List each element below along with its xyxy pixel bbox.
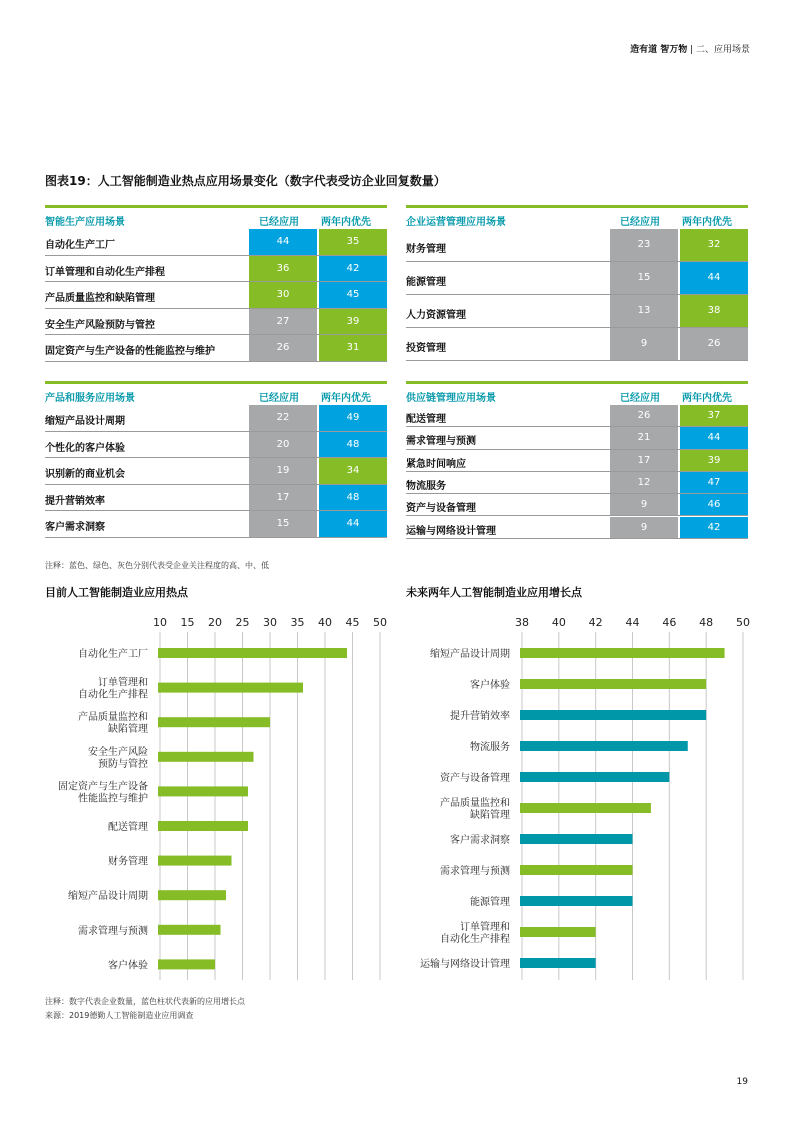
applied-count-cell: 9	[610, 494, 678, 515]
bar	[520, 803, 651, 813]
table-header-applied: 已经应用	[620, 393, 660, 404]
table-row	[406, 229, 748, 262]
table-header	[45, 205, 387, 230]
header-divider: |	[690, 45, 696, 55]
applied-count-cell: 9	[610, 517, 678, 538]
category-label: 性能监控与维护	[78, 793, 148, 805]
table-header-title: 供应链管理应用场景	[406, 393, 496, 404]
category-label: 产品质量监控和	[78, 712, 148, 724]
category-label: 客户体验	[470, 680, 510, 691]
table-row	[45, 335, 387, 362]
header-section: 二、应用场景	[695, 45, 750, 55]
bar	[520, 896, 633, 906]
table-header	[406, 381, 748, 406]
table-header-applied: 已经应用	[259, 217, 299, 228]
bar	[520, 927, 596, 937]
priority-count-cell: 47	[680, 472, 748, 493]
priority-count-cell: 44	[680, 427, 748, 448]
x-tick-label: 30	[263, 616, 277, 629]
category-label: 提升营销效率	[450, 711, 510, 722]
row-label: 固定资产与生产设备的性能监控与维护	[45, 346, 215, 358]
applied-count-cell: 17	[249, 485, 317, 511]
row-label: 紧急时间响应	[406, 458, 466, 470]
table-header	[45, 381, 387, 406]
bar	[520, 741, 688, 751]
table-row	[406, 472, 748, 494]
x-tick-label: 50	[373, 616, 387, 629]
category-label: 缺陷管理	[470, 810, 510, 821]
priority-count-cell: 42	[319, 256, 387, 282]
x-tick-label: 50	[736, 616, 750, 629]
priority-count-cell: 44	[319, 511, 387, 537]
priority-count-cell: 46	[680, 494, 748, 515]
table-row	[45, 256, 387, 283]
row-label: 财务管理	[406, 243, 446, 255]
x-tick-label: 40	[318, 616, 332, 629]
category-label: 产品质量监控和	[440, 798, 510, 809]
x-tick-label: 20	[208, 616, 222, 629]
running-header	[630, 42, 750, 55]
category-label: 缩短产品设计周期	[68, 891, 148, 903]
row-label: 自动化生产工厂	[45, 240, 115, 252]
row-label: 安全生产风险预防与管控	[45, 319, 155, 331]
applied-count-cell: 36	[249, 256, 317, 282]
page-number: 19	[736, 1077, 748, 1087]
priority-count-cell: 32	[680, 229, 748, 261]
category-label: 运输与网络设计管理	[420, 959, 510, 970]
row-label: 产品质量监控和缺陷管理	[45, 293, 155, 305]
x-tick-label: 15	[180, 616, 195, 629]
table-row	[406, 295, 748, 328]
table-row	[406, 517, 748, 539]
applied-count-cell: 27	[249, 309, 317, 335]
priority-count-cell: 39	[319, 309, 387, 335]
row-label: 客户需求洞察	[45, 522, 105, 534]
category-label: 缩短产品设计周期	[430, 649, 510, 660]
bar	[158, 786, 248, 796]
chart-current-hotspots	[40, 610, 390, 982]
priority-count-cell: 48	[319, 485, 387, 511]
table-row	[406, 405, 748, 427]
category-label: 订单管理和	[98, 677, 148, 689]
category-label: 能源管理	[470, 897, 510, 908]
table-row	[406, 494, 748, 516]
bar	[158, 821, 248, 831]
chart-future-growth	[400, 610, 750, 982]
applied-count-cell: 15	[610, 262, 678, 294]
row-label: 缩短产品设计周期	[45, 416, 125, 428]
applied-count-cell: 9	[610, 328, 678, 360]
x-tick-label: 40	[551, 616, 566, 629]
x-tick-label: 25	[235, 616, 250, 629]
x-tick-label: 44	[625, 616, 640, 629]
table-note: 注释：蓝色、绿色、灰色分别代表受企业关注程度的高、中、低	[45, 561, 269, 570]
table-row	[45, 282, 387, 309]
priority-count-cell: 31	[319, 335, 387, 361]
bar	[520, 772, 669, 782]
chart-note: 注释：数字代表企业数量，蓝色柱状代表新的应用增长点	[45, 997, 245, 1006]
table-row	[406, 328, 748, 361]
category-label: 需求管理与预测	[440, 866, 510, 877]
bar	[158, 683, 303, 693]
table-row	[406, 450, 748, 472]
table-header-priority: 两年内优先	[682, 217, 732, 228]
bar	[158, 959, 215, 969]
category-label: 自动化生产排程	[440, 934, 510, 945]
applied-count-cell: 20	[249, 432, 317, 458]
table-header-priority: 两年内优先	[321, 393, 371, 404]
table-row	[406, 262, 748, 295]
x-tick-label: 38	[515, 616, 529, 629]
priority-count-cell: 42	[680, 517, 748, 538]
row-label: 投资管理	[406, 342, 446, 354]
bar	[520, 710, 706, 720]
priority-count-cell: 26	[680, 328, 748, 360]
row-label: 能源管理	[406, 276, 446, 288]
row-label: 配送管理	[406, 414, 446, 426]
applied-count-cell: 17	[610, 450, 678, 471]
bar	[158, 856, 232, 866]
priority-count-cell: 39	[680, 450, 748, 471]
applied-count-cell: 26	[249, 335, 317, 361]
x-tick-label: 45	[345, 616, 360, 629]
category-label: 缺陷管理	[108, 724, 148, 736]
x-tick-label: 48	[699, 616, 714, 629]
category-label: 订单管理和	[460, 922, 510, 933]
priority-count-cell: 45	[319, 282, 387, 308]
table-header-title: 产品和服务应用场景	[45, 393, 135, 404]
applied-count-cell: 19	[249, 458, 317, 484]
category-label: 自动化生产工厂	[78, 649, 148, 660]
table-row	[45, 432, 387, 459]
row-label: 提升营销效率	[45, 495, 105, 507]
applied-count-cell: 13	[610, 295, 678, 327]
table-row	[45, 458, 387, 485]
x-tick-label: 10	[153, 616, 167, 629]
priority-count-cell: 37	[680, 405, 748, 426]
category-label: 物流服务	[470, 742, 510, 753]
category-label: 资产与设备管理	[440, 773, 510, 784]
table-row	[45, 511, 387, 538]
category-label: 安全生产风险	[88, 746, 148, 758]
row-label: 个性化的客户体验	[45, 442, 125, 454]
category-label: 预防与管控	[98, 758, 148, 770]
table-header-priority: 两年内优先	[321, 217, 371, 228]
category-label: 客户需求洞察	[450, 835, 510, 846]
table-header-applied: 已经应用	[259, 393, 299, 404]
table-row	[45, 309, 387, 336]
bar	[520, 958, 596, 968]
priority-count-cell: 44	[680, 262, 748, 294]
row-label: 资产与设备管理	[406, 503, 476, 515]
table-header-applied: 已经应用	[620, 217, 660, 228]
priority-count-cell: 49	[319, 405, 387, 431]
table-header	[406, 205, 748, 230]
row-label: 运输与网络设计管理	[406, 525, 496, 537]
priority-count-cell: 34	[319, 458, 387, 484]
bar	[520, 865, 633, 875]
x-tick-label: 35	[290, 616, 305, 629]
category-label: 固定资产与生产设备	[58, 781, 148, 793]
figure-title: 图表19：人工智能制造业热点应用场景变化（数字代表受访企业回复数量）	[45, 174, 446, 188]
table-header-title: 智能生产应用场景	[45, 217, 125, 228]
applied-count-cell: 44	[249, 229, 317, 255]
table-row	[45, 405, 387, 432]
applied-count-cell: 22	[249, 405, 317, 431]
applied-count-cell: 30	[249, 282, 317, 308]
row-label: 人力资源管理	[406, 309, 466, 321]
bar	[158, 890, 226, 900]
table-header-priority: 两年内优先	[682, 393, 732, 404]
applied-count-cell: 15	[249, 511, 317, 537]
bar	[520, 679, 706, 689]
category-label: 客户体验	[108, 960, 148, 972]
bar	[158, 925, 221, 935]
bar	[520, 648, 725, 658]
priority-count-cell: 38	[680, 295, 748, 327]
x-tick-label: 42	[588, 616, 603, 629]
bar	[158, 752, 254, 762]
chart-future-title: 未来两年人工智能制造业应用增长点	[406, 586, 582, 599]
priority-count-cell: 48	[319, 432, 387, 458]
bar	[158, 648, 347, 658]
row-label: 物流服务	[406, 481, 446, 493]
category-label: 自动化生产排程	[78, 689, 148, 701]
table-row	[45, 229, 387, 256]
applied-count-cell: 23	[610, 229, 678, 261]
applied-count-cell: 21	[610, 427, 678, 448]
bar	[520, 834, 633, 844]
bar	[158, 717, 270, 727]
source-note: 来源：2019德勤人工智能制造业应用调查	[45, 1011, 194, 1020]
applied-count-cell: 26	[610, 405, 678, 426]
header-brand: 造有道 智万物	[630, 45, 688, 55]
applied-count-cell: 12	[610, 472, 678, 493]
chart-current-title: 目前人工智能制造业应用热点	[45, 586, 188, 599]
row-label: 需求管理与预测	[406, 436, 476, 448]
row-label: 识别新的商业机会	[45, 469, 125, 481]
row-label: 订单管理和自动化生产排程	[45, 266, 165, 278]
category-label: 配送管理	[108, 822, 148, 833]
priority-count-cell: 35	[319, 229, 387, 255]
table-header-title: 企业运营管理应用场景	[406, 217, 506, 228]
x-tick-label: 46	[662, 616, 677, 629]
table-row	[45, 485, 387, 512]
category-label: 需求管理与预测	[78, 925, 148, 937]
table-row	[406, 427, 748, 449]
category-label: 财务管理	[108, 856, 148, 868]
